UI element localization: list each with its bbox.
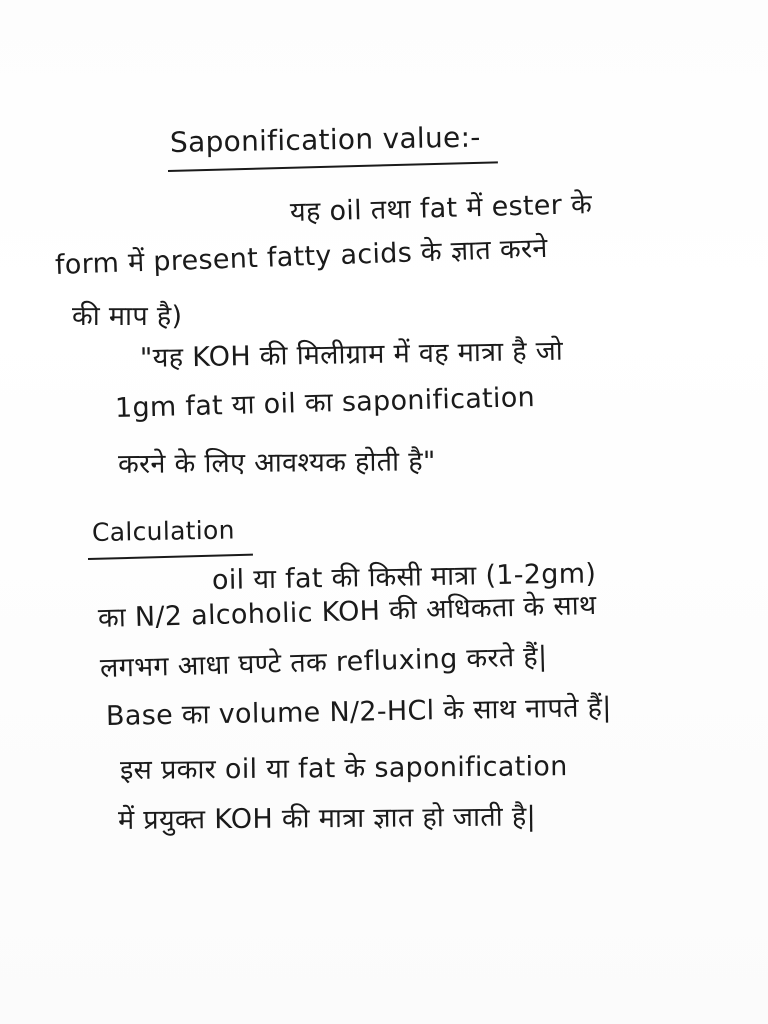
quote-line-2: 1gm fat या oil का saponification bbox=[114, 382, 536, 424]
notes-title: Saponification value:- bbox=[169, 120, 481, 159]
calculation-line-6: में प्रयुक्त KOH की मात्रा ज्ञात हो जाती है| bbox=[117, 801, 537, 836]
quote-line-1: "यह KOH की मिलीग्राम में वह मात्रा है जो bbox=[139, 335, 564, 374]
calculation-heading: Calculation bbox=[91, 515, 235, 547]
definition-line-2: form में present fatty acids के ज्ञात करने bbox=[54, 232, 549, 281]
calculation-line-1: oil या fat की किसी मात्रा (1-2gm) bbox=[211, 558, 597, 596]
calculation-line-5: इस प्रकार oil या fat के saponification bbox=[119, 751, 568, 786]
calculation-line-4: Base का volume N/2-HCl के साथ नापते हैं| bbox=[105, 692, 612, 732]
calculation-line-2: का N/2 alcoholic KOH की अधिकता के साथ bbox=[97, 589, 597, 634]
definition-line-1: यह oil तथा fat में ester के bbox=[289, 189, 593, 228]
title-underline bbox=[168, 161, 498, 172]
quote-line-3: करने के लिए आवश्यक होती है" bbox=[117, 446, 436, 480]
definition-line-3: की माप है) bbox=[72, 301, 183, 332]
calculation-line-3: लगभग आधा घण्टे तक refluxing करते हैं| bbox=[99, 641, 548, 684]
